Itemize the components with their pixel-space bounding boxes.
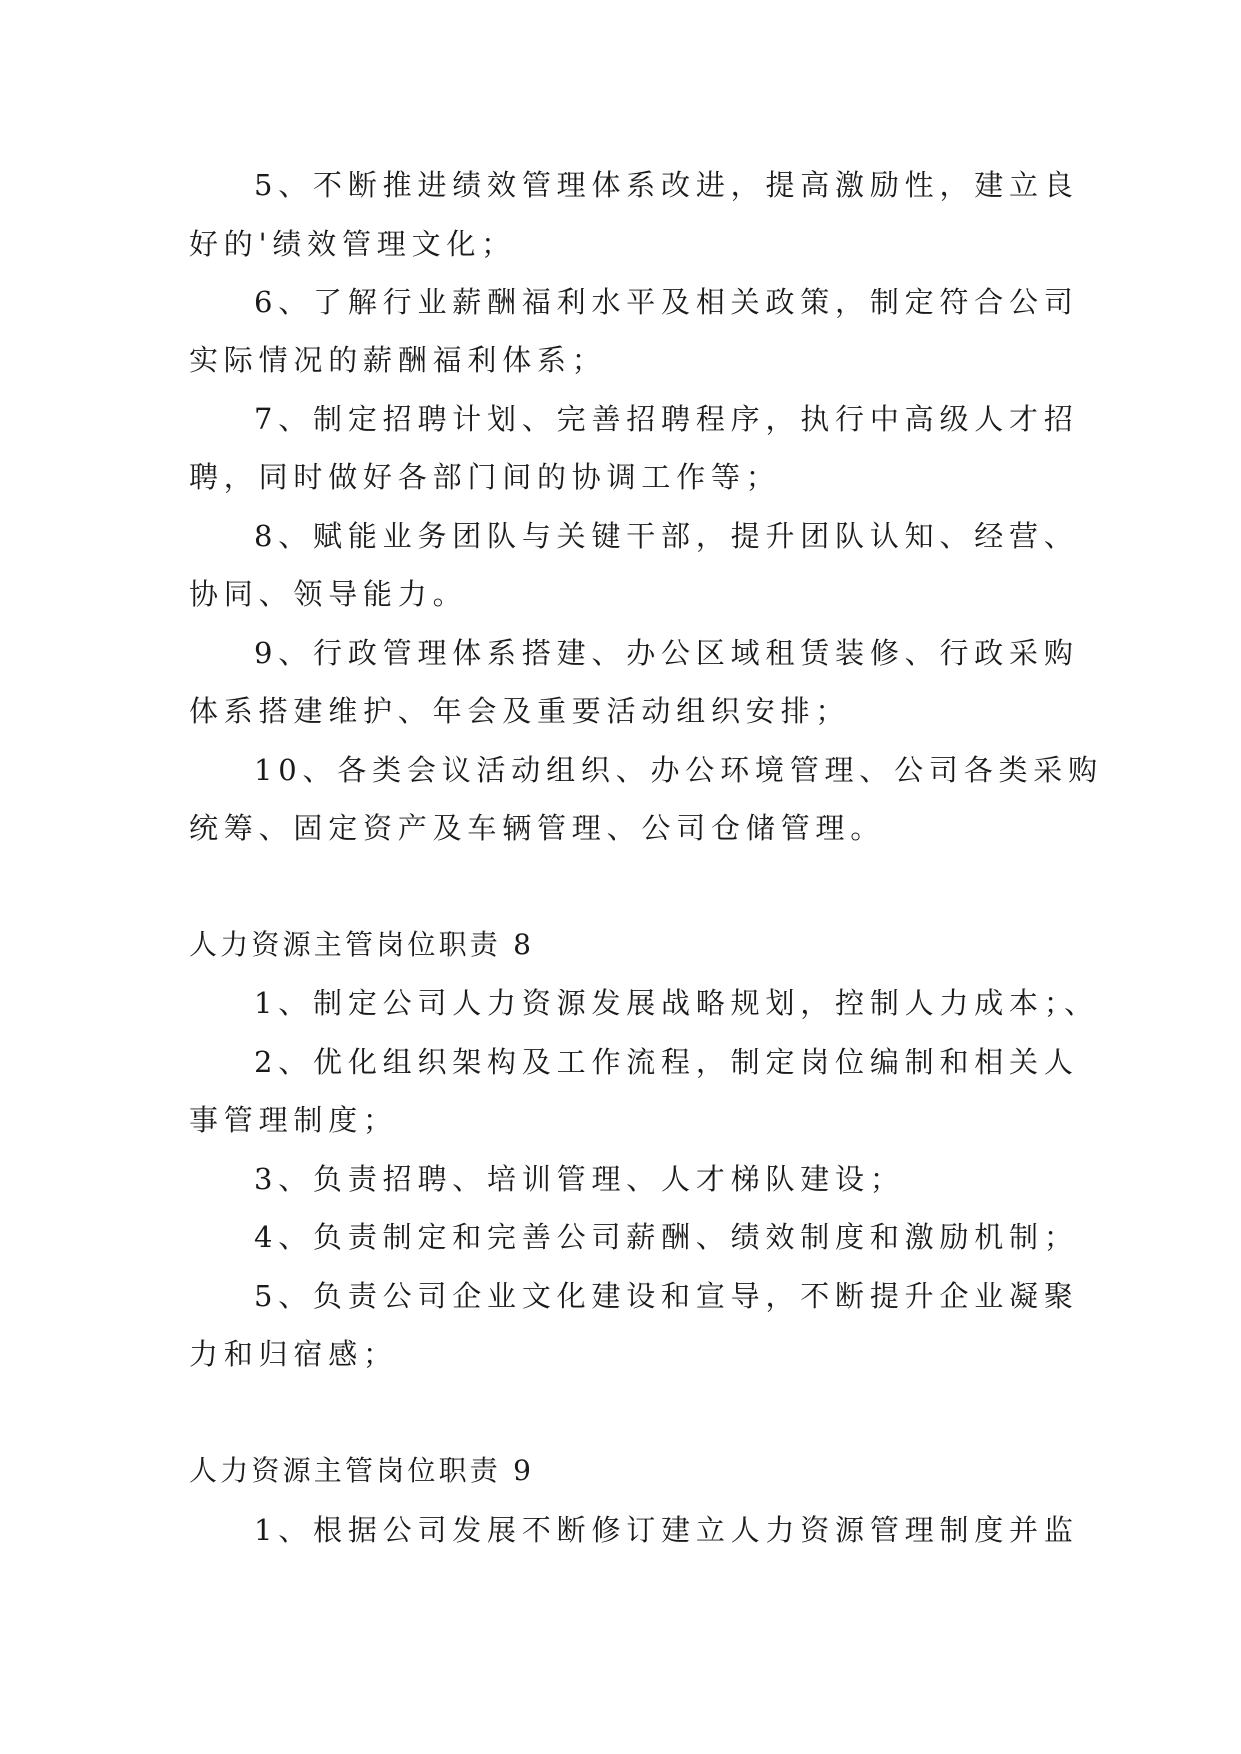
s7-item10-line1: 10、各类会议活动组织、办公环境管理、公司各类采购 bbox=[254, 753, 1103, 787]
s8-item5-line1: 5、负责公司企业文化建设和宣导，不断提升企业凝聚 bbox=[254, 1279, 1079, 1313]
s9-item1-line1: 1、根据公司发展不断修订建立人力资源管理制度并监 bbox=[254, 1513, 1079, 1547]
s7-item6-line2: 实际情况的薪酬福利体系； bbox=[189, 343, 607, 377]
s7-item10-line2: 统筹、固定资产及车辆管理、公司仓储管理。 bbox=[189, 811, 886, 845]
s7-item8-line2: 协同、领导能力。 bbox=[189, 577, 468, 611]
section8-title: 人力资源主管岗位职责 8 bbox=[189, 928, 535, 961]
s7-item5-line1: 5、不断推进绩效管理体系改进，提高激励性，建立良 bbox=[254, 168, 1079, 202]
s7-item9-line2: 体系搭建维护、年会及重要活动组织安排； bbox=[189, 694, 851, 728]
s8-item2-line2: 事管理制度； bbox=[189, 1103, 398, 1137]
s7-item8-line1: 8、赋能业务团队与关键干部，提升团队认知、经营、 bbox=[254, 519, 1079, 553]
s8-item2-line1: 2、优化组织架构及工作流程，制定岗位编制和相关人 bbox=[254, 1045, 1079, 1079]
section9-title: 人力资源主管岗位职责 9 bbox=[189, 1454, 535, 1487]
s7-item9-line1: 9、行政管理体系搭建、办公区域租赁装修、行政采购 bbox=[254, 636, 1079, 670]
s8-item1-line1: 1、制定公司人力资源发展战略规划，控制人力成本；、 bbox=[254, 986, 1099, 1020]
s8-item3-line1: 3、负责招聘、培训管理、人才梯队建设； bbox=[254, 1162, 905, 1196]
s8-item4-line1: 4、负责制定和完善公司薪酬、绩效制度和激励机制； bbox=[254, 1220, 1079, 1254]
s7-item7-line2: 聘，同时做好各部门间的协调工作等； bbox=[189, 460, 781, 494]
s7-item5-line2: 好的'绩效管理文化； bbox=[189, 227, 516, 261]
s7-item7-line1: 7、制定招聘计划、完善招聘程序，执行中高级人才招 bbox=[254, 402, 1079, 436]
s8-item5-line2: 力和归宿感； bbox=[189, 1337, 398, 1371]
s7-item6-line1: 6、了解行业薪酬福利水平及相关政策，制定符合公司 bbox=[254, 285, 1079, 319]
